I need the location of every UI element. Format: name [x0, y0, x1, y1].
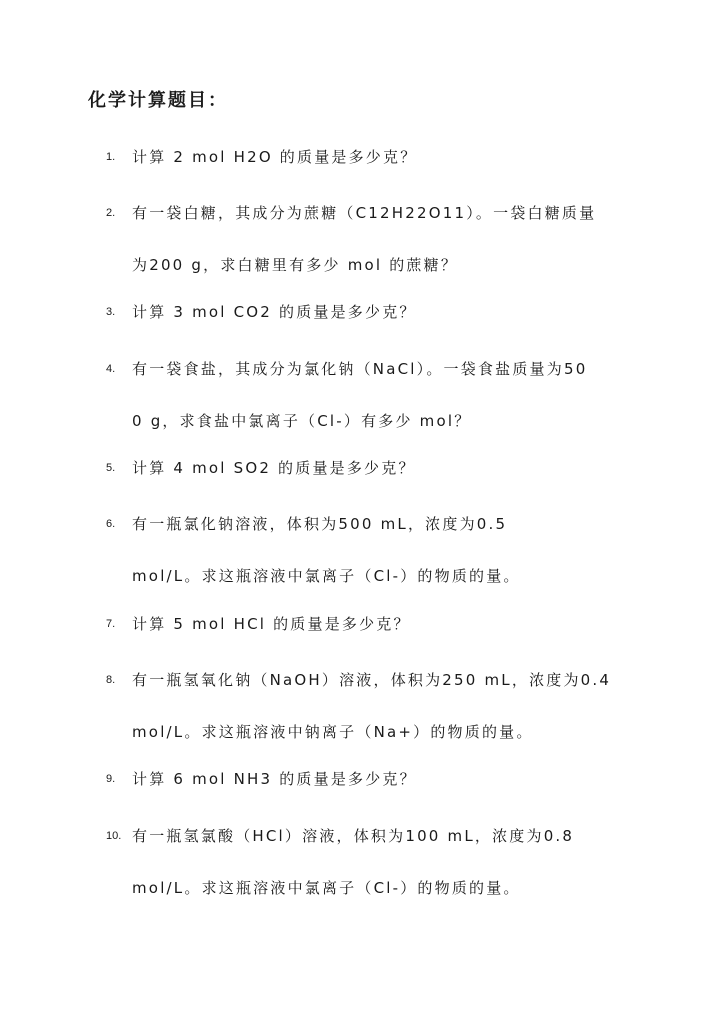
question-text-line-1: 计算 4 mol SO2 的质量是多少克？ [132, 459, 416, 477]
question-number: 1. [106, 151, 116, 163]
question-text-line-1: 计算 2 mol H2O 的质量是多少克？ [132, 148, 418, 166]
question-text-line-2: mol/L。求这瓶溶液中钠离子（Na+）的物质的量。 [132, 723, 534, 741]
question-text-line-1: 计算 6 mol NH3 的质量是多少克？ [132, 770, 417, 788]
question-number: 3. [106, 306, 116, 318]
question-text-line-1: 计算 5 mol HCl 的质量是多少克？ [132, 615, 411, 633]
question-number: 6. [106, 518, 116, 530]
question-text-line-2: 为200 g，求白糖里有多少 mol 的蔗糖？ [132, 256, 459, 274]
page-title: 化学计算题目： [88, 90, 228, 111]
question-text-line-1: 有一袋食盐，其成分为氯化钠（NaCl）。一袋食盐质量为50 [132, 360, 588, 378]
question-text-line-1: 有一袋白糖，其成分为蔗糖（C12H22O11）。一袋白糖质量 [132, 204, 597, 222]
question-number: 9. [106, 773, 116, 785]
question-text-line-2: mol/L。求这瓶溶液中氯离子（Cl-）的物质的量。 [132, 567, 521, 585]
question-text-line-1: 有一瓶氢氧化钠（NaOH）溶液，体积为250 mL，浓度为0.4 [132, 671, 612, 689]
question-number: 4. [106, 363, 116, 375]
question-text-line-1: 有一瓶氢氯酸（HCl）溶液，体积为100 mL，浓度为0.8 [132, 827, 575, 845]
question-text-line-1: 计算 3 mol CO2 的质量是多少克？ [132, 303, 417, 321]
question-number: 10. [106, 830, 122, 842]
question-number: 7. [106, 618, 116, 630]
question-text-line-2: mol/L。求这瓶溶液中氯离子（Cl-）的物质的量。 [132, 879, 521, 897]
question-text-line-1: 有一瓶氯化钠溶液，体积为500 mL，浓度为0.5 [132, 515, 508, 533]
question-number: 2. [106, 207, 116, 219]
question-number: 5. [106, 462, 116, 474]
question-text-line-2: 0 g，求食盐中氯离子（Cl-）有多少 mol？ [132, 412, 472, 430]
question-number: 8. [106, 674, 116, 686]
